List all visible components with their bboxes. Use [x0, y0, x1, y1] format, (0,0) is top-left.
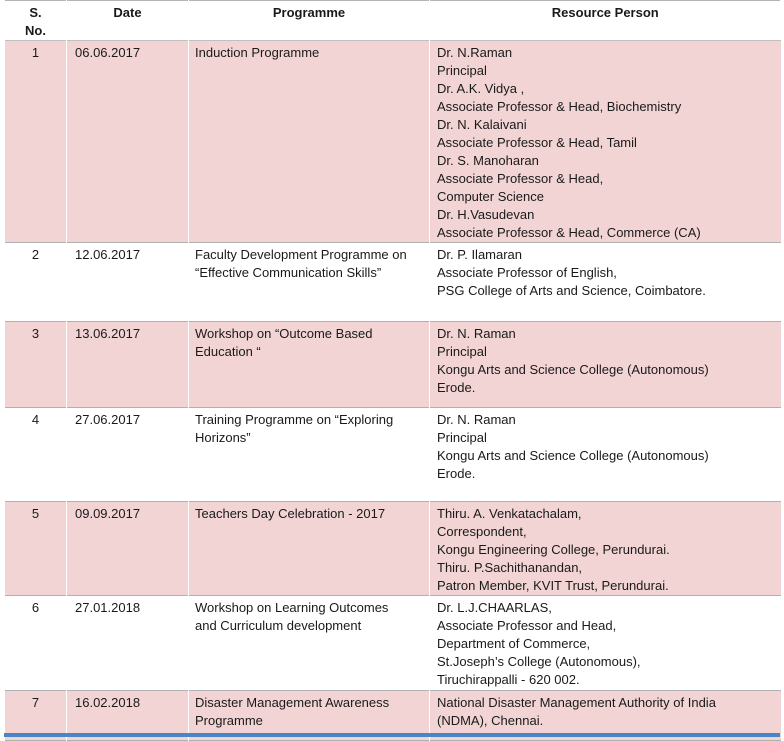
- cell-sno: 5: [5, 502, 67, 596]
- cell-date: 13.06.2017: [67, 322, 189, 408]
- resource-person-line: Dr. P. Ilamaran: [437, 247, 523, 262]
- cell-sno: 3: [5, 322, 67, 408]
- resource-person-line: Associate Professor & Head,: [437, 171, 604, 186]
- resource-person-line: Associate Professor and Head,: [437, 618, 617, 633]
- header-sno-line1: S.: [29, 5, 42, 20]
- programme-line: “Effective Communication Skills”: [195, 265, 382, 280]
- table-row: [5, 596, 781, 691]
- table-row: [5, 41, 781, 243]
- resource-person-line: Kongu Engineering College, Perundurai.: [437, 542, 670, 557]
- cell-sno: 4: [5, 408, 67, 502]
- resource-person-line: Associate Professor of English,: [437, 265, 617, 280]
- resource-person-line: Erode.: [437, 466, 476, 481]
- resource-person-line: Dr. N. Raman: [437, 326, 516, 341]
- cell-sno: 1: [5, 41, 67, 243]
- header-date: Date: [67, 0, 189, 41]
- cell-sno: 2: [5, 243, 67, 322]
- resource-person-line: PSG College of Arts and Science, Coimbatore.: [437, 283, 706, 298]
- resource-person-line: Dr. N. Raman: [437, 412, 516, 427]
- programme-table: [4, 0, 781, 741]
- programme-line: and Curriculum development: [195, 618, 362, 633]
- cell-date: 06.06.2017: [67, 41, 189, 243]
- table-body: [5, 41, 781, 741]
- cell-resource-person: [430, 596, 781, 691]
- programme-line: Programme: [195, 713, 263, 728]
- cell-date: 12.06.2017: [67, 243, 189, 322]
- resource-person-line: Associate Professor & Head, Commerce (CA): [437, 225, 701, 240]
- programme-line: Training Programme on “Exploring: [195, 412, 394, 427]
- resource-person-line: Associate Professor & Head, Tamil: [437, 135, 637, 150]
- cell-programme: [189, 408, 430, 502]
- resource-person-line: Principal: [437, 344, 487, 359]
- table-row: [5, 322, 781, 408]
- resource-person-line: Thiru. P.Sachithanandan,: [437, 560, 583, 575]
- resource-person-line: St.Joseph’s College (Autonomous),: [437, 654, 641, 669]
- resource-person-line: Kongu Arts and Science College (Autonomous): [437, 362, 709, 377]
- resource-person-line: Patron Member, KVIT Trust, Perundurai.: [437, 578, 669, 593]
- header-sno: [5, 0, 67, 41]
- resource-person-line: Kongu Arts and Science College (Autonomous): [437, 448, 709, 463]
- cell-date: 27.06.2017: [67, 408, 189, 502]
- table-row: [5, 243, 781, 322]
- cell-resource-person: [430, 41, 781, 243]
- cell-resource-person: [430, 408, 781, 502]
- resource-person-line: Principal: [437, 430, 487, 445]
- cell-date: 27.01.2018: [67, 596, 189, 691]
- table-header: [5, 0, 781, 41]
- resource-person-line: Dr. S. Manoharan: [437, 153, 539, 168]
- programme-line: Teachers Day Celebration - 2017: [195, 506, 386, 521]
- cell-sno: 7: [5, 691, 67, 741]
- cell-programme: [189, 322, 430, 408]
- bottom-accent-bar: [4, 733, 780, 737]
- cell-programme: [189, 41, 430, 243]
- header-resource-person: Resource Person: [430, 0, 781, 41]
- cell-programme: [189, 243, 430, 322]
- resource-person-line: Department of Commerce,: [437, 636, 591, 651]
- resource-person-line: Computer Science: [437, 189, 544, 204]
- programme-line: Education “: [195, 344, 261, 359]
- resource-person-line: Dr. N.Raman: [437, 45, 513, 60]
- programme-line: Workshop on Learning Outcomes: [195, 600, 389, 615]
- resource-person-line: National Disaster Management Authority of India: [437, 695, 716, 710]
- cell-programme: [189, 596, 430, 691]
- programme-line: Induction Programme: [195, 45, 320, 60]
- resource-person-line: (NDMA), Chennai.: [437, 713, 544, 728]
- cell-date: 09.09.2017: [67, 502, 189, 596]
- programme-line: Horizons”: [195, 430, 251, 445]
- resource-person-line: Tiruchirappalli - 620 002.: [437, 672, 580, 687]
- cell-resource-person: [430, 502, 781, 596]
- table-row: [5, 408, 781, 502]
- programme-line: Disaster Management Awareness: [195, 695, 390, 710]
- resource-person-line: Principal: [437, 63, 487, 78]
- resource-person-line: Associate Professor & Head, Biochemistry: [437, 99, 682, 114]
- resource-person-line: Dr. L.J.CHAARLAS,: [437, 600, 552, 615]
- resource-person-line: Thiru. A. Venkatachalam,: [437, 506, 582, 521]
- cell-date: 16.02.2018: [67, 691, 189, 741]
- cell-resource-person: [430, 322, 781, 408]
- resource-person-line: Correspondent,: [437, 524, 527, 539]
- cell-programme: [189, 502, 430, 596]
- resource-person-line: Dr. N. Kalaivani: [437, 117, 527, 132]
- table-row: [5, 502, 781, 596]
- cell-resource-person: [430, 243, 781, 322]
- programme-line: Faculty Development Programme on: [195, 247, 407, 262]
- header-sno-line2: No.: [25, 23, 46, 38]
- programme-line: Workshop on “Outcome Based: [195, 326, 373, 341]
- resource-person-line: Erode.: [437, 380, 476, 395]
- resource-person-line: Dr. A.K. Vidya ,: [437, 81, 525, 96]
- resource-person-line: Dr. H.Vasudevan: [437, 207, 535, 222]
- header-programme: Programme: [189, 0, 430, 41]
- cell-sno: 6: [5, 596, 67, 691]
